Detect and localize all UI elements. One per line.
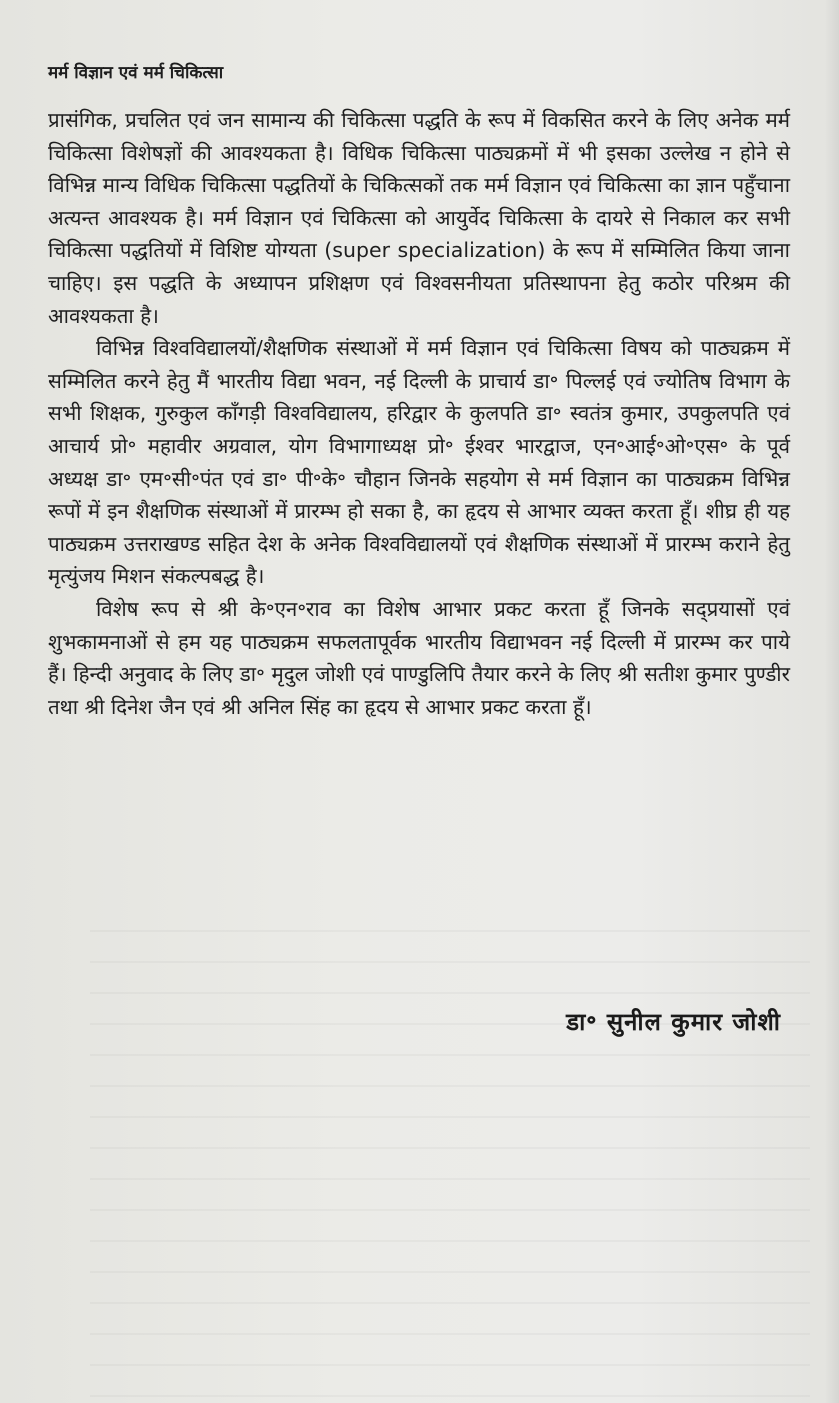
paragraph-2: विभिन्न विश्वविद्यालयों/शैक्षणिक संस्थाओं में मर्म विज्ञान एवं चिकित्सा विषय को पाठ्यक्रम में सम्मिलित करने हेतु मैं भारतीय विद्या भवन, नई दिल्ली के प्राचार्य डा॰ पिल्लई एवं ज्योतिष विभाग के सभी शिक्षक, गुरुकुल कॉंगड़ी विश्वविद्यालय, हरिद्वार के कुलपति डा॰ स्वतंत्र कुमार, उपकुलपति एवं आचार्य प्रो॰ महावीर अग्रवाल, योग विभागाध्यक्ष प्रो॰ ईश्वर भारद्वाज, एन॰आई॰ओ॰एस॰ के पूर्व अध्यक्ष डा॰ एम॰सी॰पंत एवं डा॰ पी॰के॰ चौहान जिनके सहयोग से मर्म विज्ञान का पाठ्यक्रम विभिन्न रूपों में इन शैक्षणिक संस्थाओं में प्रारम्भ हो सका है, का हृदय से आभार व्यक्त करता हूँ। शीघ्र ही यह पाठ्यक्रम उत्तराखण्ड सहित देश के अनेक विश्वविद्यालयों एवं शैक्षणिक संस्थाओं में प्रारम्भ कराने हेतु मृत्युंजय मिशन संकल्पबद्ध है।: [48, 336, 790, 589]
page-edge-shadow: [825, 0, 839, 1403]
page-body: [48, 58, 790, 723]
paragraph-3: विशेष रूप से श्री के॰एन॰राव का विशेष आभार प्रकट करता हूँ जिनके सद्प्रयासों एवं शुभकामनाओं से हम यह पाठ्यक्रम सफलतापूर्वक भारतीय विद्याभवन नई दिल्ली में प्रारम्भ कर पाये हैं। हिन्दी अनुवाद के लिए डा॰ मृदुल जोशी एवं पाण्डुलिपि तैयार करने के लिए श्री सतीश कुमार पुण्डीर तथा श्री दिनेश जैन एवं श्री अनिल सिंह का हृदय से आभार प्रकट करता हूँ।: [48, 596, 790, 719]
author-signature: डा॰ सुनील कुमार जोशी: [566, 1008, 781, 1036]
running-head: मर्म विज्ञान एवं मर्म चिकित्सा: [48, 63, 224, 83]
show-through-texture: [90, 930, 810, 1400]
paragraph-1: प्रासंगिक, प्रचलित एवं जन सामान्य की चिकित्सा पद्धति के रूप में विकसित करने के लिए अनेक मर्म चिकित्सा विशेषज्ञों की आवश्यकता है। विधिक चिकित्सा पाठ्यक्रमों में भी इसका उल्लेख न होने से विभिन्न मान्य विधिक चिकित्सा पद्धतियों के चिकित्सकों तक मर्म विज्ञान एवं चिकित्सा का ज्ञान पहुँचाना अत्यन्त आवश्यक है। मर्म विज्ञान एवं चिकित्सा को आयुर्वेद चिकित्सा के दायरे से निकाल कर सभी चिकित्सा पद्धतियों में विशिष्ट योग्यता (super specialization) के रूप में सम्मिलित किया जाना चाहिए। इस पद्धति के अध्यापन प्रशिक्षण एवं विश्वसनीयता प्रतिस्थापना हेतु कठोर परिश्रम की आवश्यकता है।: [48, 108, 790, 328]
